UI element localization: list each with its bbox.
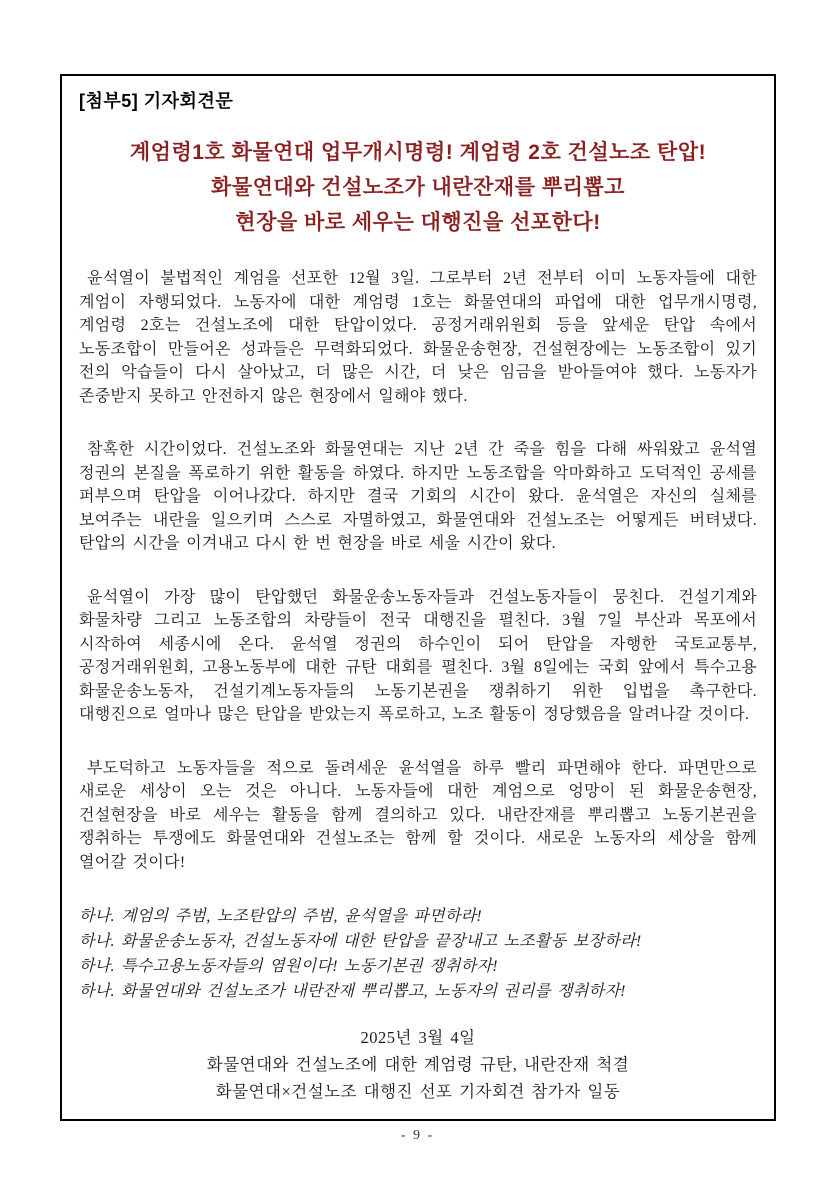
paragraph-1: 윤석열이 불법적인 계엄을 선포한 12월 3일. 그로부터 2년 전부터 이미 노동자들에 대한 계엄이 자행되었다. 노동자에 대한 계엄령 1호는 화물연대의 파업에 대한 업무개시명령, 계엄령 2호는 건설노조에 대한 탄압이었다. 공정거래위원회 등을 앞세운 탄압 속에서 노동조합이 만들어온 성과들은 무력화되었다. 화물운송현장, 건설현장에는 노동조합이 있기 전의 악습들이 다시 살아났고, 더 많은 시간, 더 낮은 임금을 받아들여야 했다. 노동자가 존중받지 못하고 안전하지 않은 현장에서 일해야 했다. [79, 270, 757, 405]
statement-title [79, 135, 757, 240]
document-border-box [60, 74, 776, 1121]
page-number: - 9 - [400, 1128, 435, 1143]
resolution-line-2: 하나. 화물운송노동자, 건설노동자에 대한 탄압을 끝장내고 노조활동 보장하라! [79, 933, 642, 950]
closing-signatory-1: 화물연대와 건설노조에 대한 계엄령 규탄, 내란잔재 척결 [206, 1055, 630, 1074]
paragraph-2: 참혹한 시간이었다. 건설노조와 화물연대는 지난 2년 간 죽을 힘을 다해 싸워왔고 윤석열 정권의 본질을 폭로하기 위한 활동을 하였다. 하지만 노동조합을 악마화하고 도덕적인 공세를 퍼부으며 탄압을 이어나갔다. 하지만 결국 기회의 시간이 왔다. 윤석열은 자신의 실체를 보여주는 내란을 일으키며 스스로 자멸하였고, 화물연대와 건설노조는 어떻게든 버텨냈다. 탄압의 시간을 이겨내고 다시 한 번 현장을 바로 세울 시간이 왔다. [79, 441, 757, 552]
title-line-1: 계엄령1호 화물연대 업무개시명령! 계엄령 2호 건설노조 탄압! [129, 141, 707, 164]
attachment-label: [첨부5] 기자회견문 [79, 91, 234, 111]
resolution-line-1: 하나. 계엄의 주범, 노조탄압의 주범, 윤석열을 파면하라! [79, 908, 482, 925]
title-line-3: 현장을 바로 세우는 대행진을 선포한다! [235, 211, 601, 234]
paragraph-3: 윤석열이 가장 많이 탄압했던 화물운송노동자들과 건설노동자들이 뭉친다. 건설기계와 화물차량 그리고 노동조합의 차량들이 전국 대행진을 펼친다. 3월 7일 부산과 목포에서 시작하여 세종시에 온다. 윤석열 정권의 하수인이 되어 탄압을 자행한 국토교통부, 공정거래위원회, 고용노동부에 대한 규탄 대회를 펼친다. 3월 8일에는 국회 앞에서 특수고용 화물운송노동자, 건설기계노동자들의 노동기본권을 쟁취하기 위한 입법을 촉구한다. 대행진으로 얼마나 많은 탄압을 받았는지 폭로하고, 노조 활동이 정당했음을 알려나갈 것이다. [79, 588, 757, 723]
resolution-list [79, 904, 757, 1004]
paragraph-4: 부도덕하고 노동자들을 적으로 돌려세운 윤석열을 하루 빨리 파면해야 한다. 파면만으로 새로운 세상이 오는 것은 아니다. 노동자들에 대한 계엄으로 엉망이 된 화물운송현장, 건설현장을 바로 세우는 활동을 함께 결의하고 있다. 내란잔재를 뿌리뽑고 노동기본권을 쟁취하는 투쟁에도 화물연대와 건설노조는 함께 할 것이다. 새로운 노동자의 세상을 함께 열어갈 것이다! [79, 759, 757, 871]
resolution-line-4: 하나. 화물연대와 건설노조가 내란잔재 뿌리뽑고, 노동자의 권리를 쟁취하자! [79, 983, 626, 1000]
closing-signatory-2: 화물연대×건설노조 대행진 선포 기자회견 참가자 일동 [215, 1082, 621, 1101]
closing-date: 2025년 3월 4일 [360, 1028, 476, 1047]
closing-block [79, 1024, 757, 1105]
title-line-2: 화물연대와 건설노조가 내란잔재를 뿌리뽑고 [211, 176, 625, 199]
resolution-line-3: 하나. 특수고용노동자들의 염원이다! 노동기본권 쟁취하자! [79, 958, 498, 975]
